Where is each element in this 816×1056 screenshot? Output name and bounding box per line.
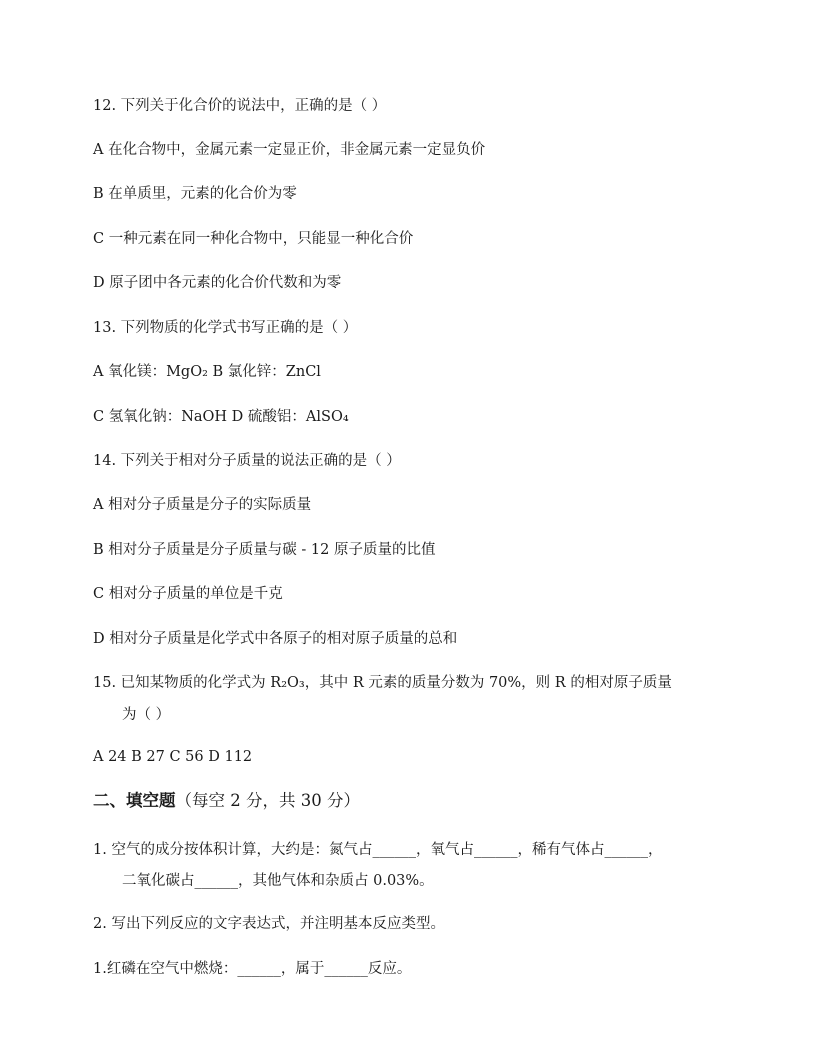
question-12-option-b: B 在单质里，元素的化合价为零 bbox=[93, 186, 297, 202]
question-12-stem: 12. 下列关于化合价的说法中，正确的是（ ） bbox=[93, 98, 387, 114]
fill-question-1-line1: 1. 空气的成分按体积计算，大约是：氮气占______，氧气占______，稀有气体占______， bbox=[93, 842, 663, 858]
fill-question-1-line2: 二氧化碳占______，其他气体和杂质占 0.03%。 bbox=[122, 873, 434, 889]
question-12-option-a: A 在化合物中，金属元素一定显正价，非金属元素一定显负价 bbox=[93, 142, 486, 158]
fill-question-2-sub1: 1.红磷在空气中燃烧：______，属于______反应。 bbox=[93, 961, 412, 977]
question-14-option-b: B 相对分子质量是分子质量与碳 - 12 原子质量的比值 bbox=[93, 542, 436, 558]
question-15-stem-line2: 为（ ） bbox=[122, 707, 171, 723]
section-2-heading bbox=[93, 791, 360, 811]
section-2-score-note: （每空 2 分，共 30 分） bbox=[175, 791, 360, 810]
question-14-option-c: C 相对分子质量的单位是千克 bbox=[93, 586, 283, 602]
question-14-option-a: A 相对分子质量是分子的实际质量 bbox=[93, 497, 312, 513]
section-2-title: 二、填空题 bbox=[93, 791, 176, 810]
fill-question-2: 2. 写出下列反应的文字表达式，并注明基本反应类型。 bbox=[93, 916, 445, 932]
question-14-stem: 14. 下列关于相对分子质量的说法正确的是（ ） bbox=[93, 453, 401, 469]
question-13-stem: 13. 下列物质的化学式书写正确的是（ ） bbox=[93, 320, 358, 336]
question-15-options: A 24 B 27 C 56 D 112 bbox=[93, 749, 253, 765]
question-12-option-d: D 原子团中各元素的化合价代数和为零 bbox=[93, 275, 342, 291]
question-13-options-ab: A 氧化镁：MgO₂ B 氯化锌：ZnCl bbox=[93, 364, 321, 380]
question-12-option-c: C 一种元素在同一种化合物中，只能显一种化合价 bbox=[93, 231, 414, 247]
question-15-stem-line1: 15. 已知某物质的化学式为 R₂O₃，其中 R 元素的质量分数为 70%，则 R 的相对原子质量 bbox=[93, 675, 672, 691]
question-13-options-cd: C 氢氧化钠：NaOH D 硫酸铝：AlSO₄ bbox=[93, 409, 349, 425]
question-14-option-d: D 相对分子质量是化学式中各原子的相对原子质量的总和 bbox=[93, 631, 458, 647]
